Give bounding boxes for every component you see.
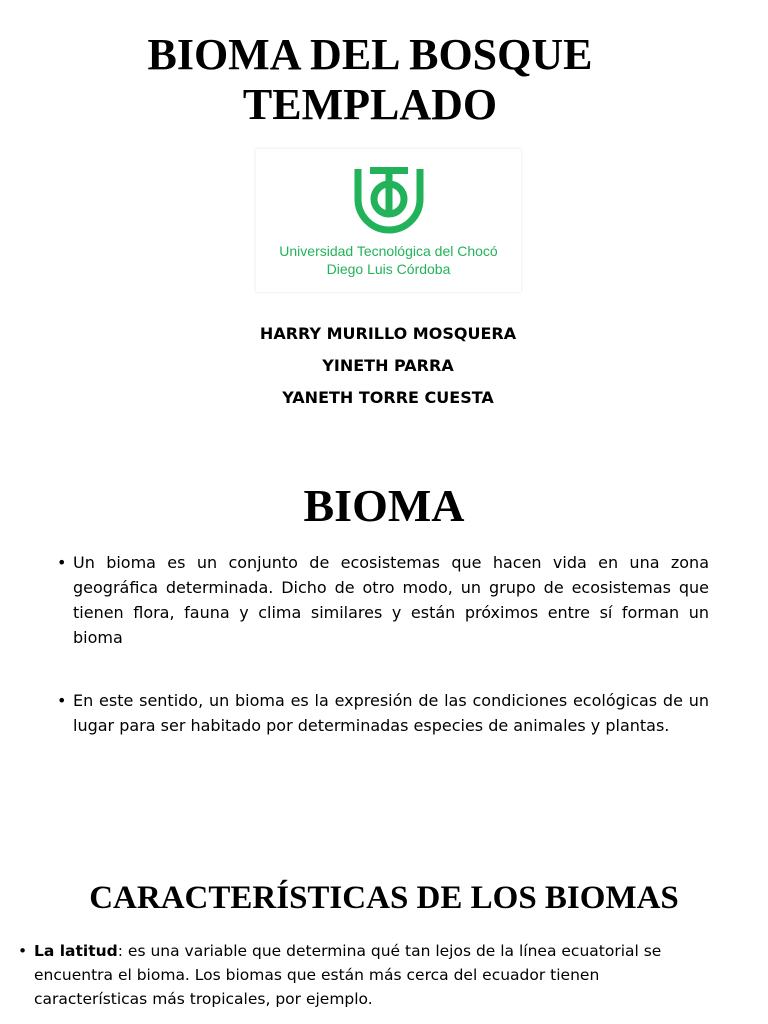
university-logo [256, 149, 521, 292]
author-list [188, 318, 588, 414]
logo-university-name: Universidad Tecnológica del Chocó [279, 243, 498, 259]
bullet-term: La latitud [34, 942, 118, 960]
logo-university-subname: Diego Luis Córdoba [326, 261, 451, 277]
bioma-heading: BIOMA [303, 480, 465, 531]
title-line-1: BIOMA DEL BOSQUE [147, 30, 593, 79]
author-name: YANETH TORRE CUESTA [282, 388, 494, 407]
caracteristicas-bullet [18, 939, 714, 1011]
bullet-text: Un bioma es un conjunto de ecosistemas que hacen vida en una zona geográfica determinada. Dicho de otro modo, un grupo de ecosistemas que tienen flora, fauna y clima similares y están próximos entre sí forman un bioma [73, 553, 709, 647]
bullet-icon: • [18, 942, 28, 960]
caracteristicas-heading: CARACTERÍSTICAS DE LOS BIOMAS [89, 880, 679, 916]
bullet-text: : es una variable que determina qué tan lejos de la línea ecuatorial se encuentra el bioma. Los biomas que están más cerca del ecuador tienen características más tropicales, por ejemplo. [34, 942, 662, 1008]
utch-logo-icon [354, 165, 424, 237]
bullet-icon: • [57, 553, 67, 572]
title-line-2: TEMPLADO [242, 80, 498, 129]
bioma-bullet [57, 550, 709, 650]
document-title [60, 30, 680, 130]
bioma-bullet [57, 688, 709, 738]
bullet-icon: • [57, 691, 67, 710]
author-name: HARRY MURILLO MOSQUERA [259, 324, 517, 343]
bullet-text: En este sentido, un bioma es la expresión de las condiciones ecológicas de un lugar para ser habitado por determinadas especies de animales y plantas. [73, 691, 709, 735]
author-name: YINETH PARRA [322, 356, 454, 375]
